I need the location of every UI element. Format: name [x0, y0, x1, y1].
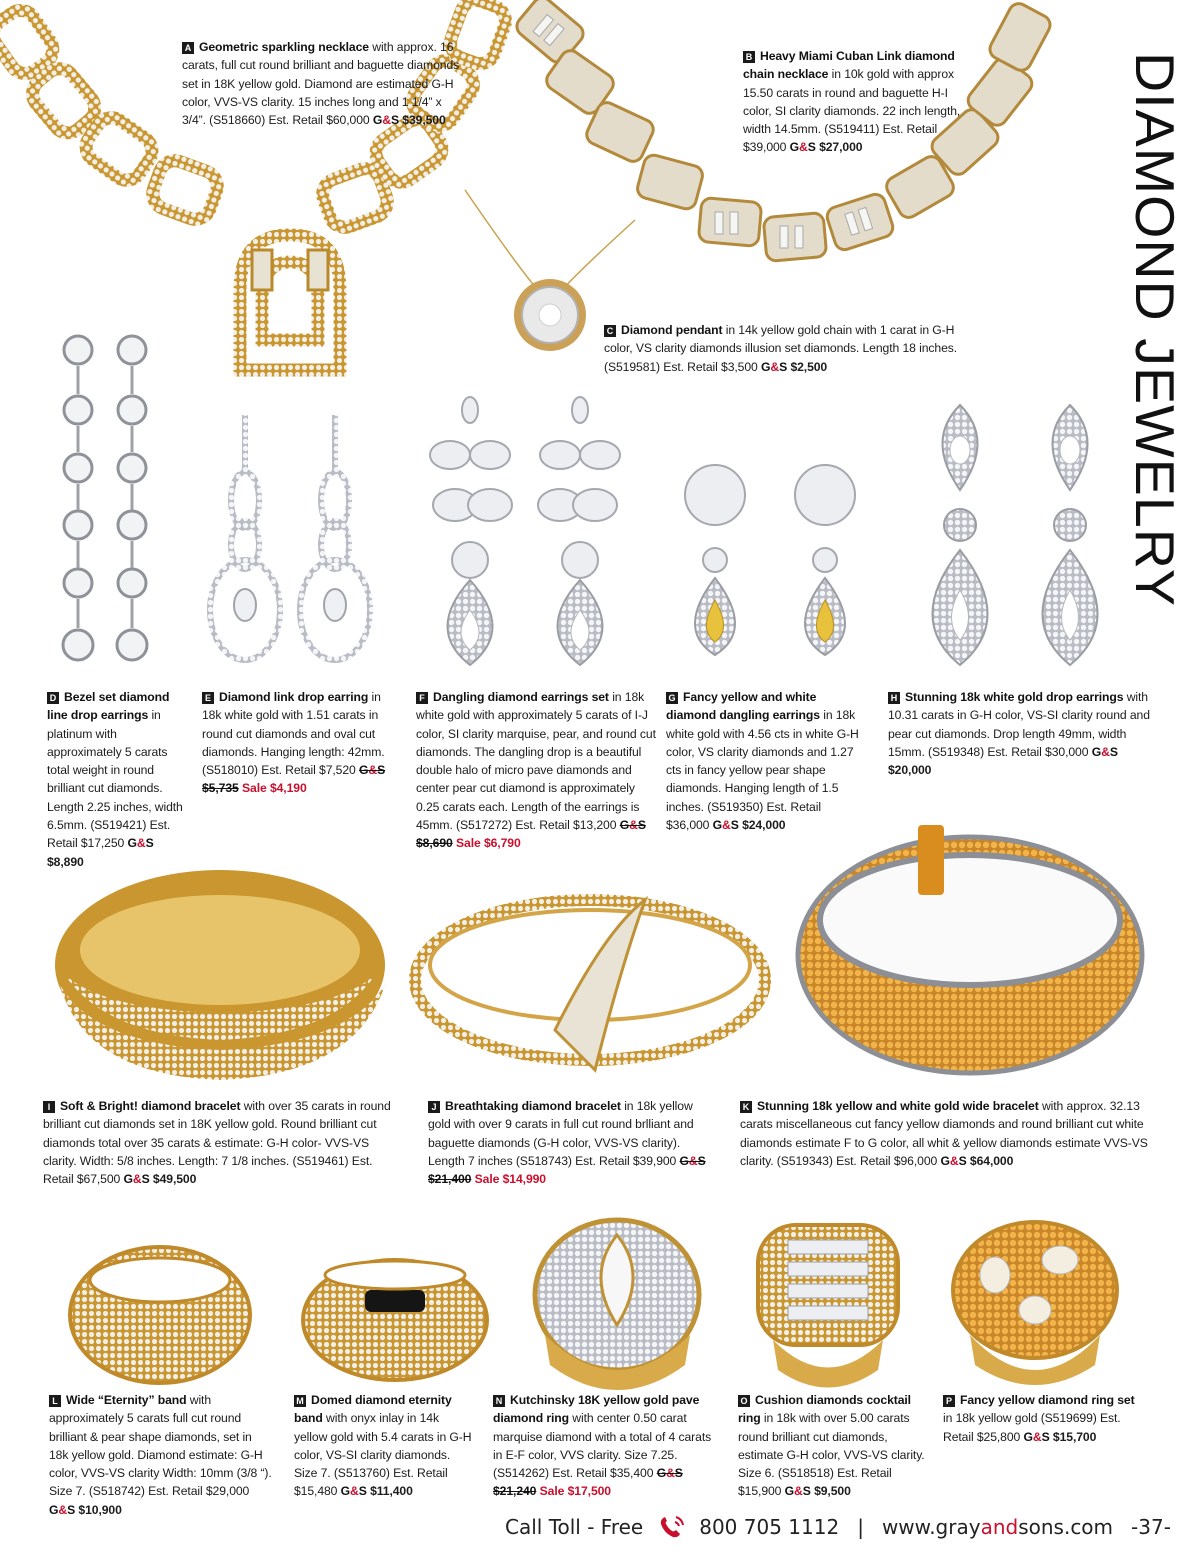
item-details: in 18k white gold with 1.51 carats in round cut diamonds and oval cut diamonds. Hanging length: 42mm. (S518010) Est. Retail $7,520: [202, 690, 385, 778]
item-details: in 18k yellow gold with over 9 carats in full cut round brlliant and baguette diamonds (G-H color, VVS-VS clarity). Length 7 inches (S518743) Est. Retail $39,900: [428, 1099, 694, 1168]
item-name: Fancy yellow and white diamond dangling earrings: [666, 690, 820, 723]
gs-price: $2,500: [790, 359, 828, 374]
item-n-description: [493, 1391, 723, 1501]
item-name: Stunning 18k white gold drop earrings: [905, 690, 1124, 704]
gs-price: $49,500: [152, 1172, 197, 1187]
item-letter-badge: D: [47, 692, 59, 704]
item-details: with center 0.50 carat marquise diamond with a total of 4 carats in E-F color, VVS clarity. Size 7.25. (S514262) Est. Retail $35,400: [493, 1411, 712, 1481]
item-name: Domed diamond eternity band: [294, 1393, 452, 1426]
item-l-description: [49, 1391, 274, 1519]
item-name: Geometric sparkling necklace: [199, 40, 369, 54]
gs-price: $27,000: [819, 140, 863, 155]
item-details: with over 35 carats in round brilliant cut diamonds set in 18K yellow gold. Round brilliant cut diamonds total over 35 carats & estimate: G-H color- VVS-VS clarity. Width: 5/8 inches. Length: 7 1/8 inches. (S519461) Est. Retail $67,500: [43, 1099, 391, 1187]
item-name: Cushion diamonds cocktail ring: [738, 1393, 911, 1426]
gs-logo: G&S: [784, 1484, 811, 1499]
item-details: in 14k yellow gold chain with 1 carat in G-H color, VS clarity diamonds illusion set diamonds. Length 18 inches. (S519581) Est. Retail $3,500: [604, 323, 958, 374]
item-c-description: [604, 321, 964, 376]
photo-bezel-drop-earrings: [50, 330, 170, 670]
sale-label: Sale: [539, 1484, 565, 1499]
item-details: with approx. 32.13 carats miscellaneous cut fancy yellow diamonds and round brilliant cut white diamonds estimate F to G color, all whit & yellow diamonds estimate VVS-VS clarity. (S519343) Est. Retail $96,000: [740, 1099, 1148, 1168]
item-o-description: [738, 1391, 928, 1501]
photo-fancy-yellow-ring: [945, 1215, 1125, 1395]
photo-link-drop-earrings: [200, 410, 380, 670]
gs-price: $8,890: [47, 854, 84, 869]
item-m-description: [294, 1391, 474, 1501]
item-details: in 18k with over 5.00 carats round brilliant cut diamonds, estimate G-H color, VVS-VS clarity. Size 6. (S518518) Est. Retail $15,900: [738, 1411, 925, 1499]
gs-logo: G&S $21,240: [493, 1466, 683, 1499]
item-letter-badge: I: [43, 1101, 55, 1113]
sale-price: $4,190: [269, 781, 307, 796]
item-i-description: [43, 1097, 398, 1188]
photo-breathtaking-bracelet: [405, 870, 775, 1085]
gs-logo: G&S $21,400: [428, 1153, 706, 1187]
item-a-description: [182, 38, 467, 129]
gs-logo: G&S: [123, 1172, 150, 1187]
item-letter-badge: N: [493, 1395, 505, 1407]
gs-logo: G&S: [1023, 1429, 1050, 1444]
item-name: Heavy Miami Cuban Link diamond chain necklace: [743, 49, 955, 82]
item-details: with approx. 16 carats, full cut round brilliant and baguette diamonds set in 18K yellow gold. Diamond are estimated G-H color, VVS-VS clarity. 15 inches long and 1 1/4” x 3/4”. (S518660) Est. Retail $60,000: [182, 40, 460, 128]
item-details: with onyx inlay in 14k yellow gold with 5.4 carats in G-H color, VS-SI clarity diamonds. Size 7. (S513760) Est. Retail $15,480: [294, 1411, 472, 1499]
item-letter-badge: J: [428, 1101, 440, 1113]
item-name: Dangling diamond earrings set: [433, 690, 609, 704]
item-k-description: [740, 1097, 1165, 1170]
photo-wide-yellow-white-bracelet: [790, 825, 1150, 1085]
item-g-description: [666, 688, 866, 834]
gs-logo: G&S $5,735: [202, 763, 386, 796]
item-letter-badge: H: [888, 692, 900, 704]
item-d-description: [47, 688, 187, 871]
item-name: Diamond link drop earring: [219, 690, 369, 704]
footer-separator: |: [857, 1515, 864, 1539]
item-b-description: [743, 47, 968, 157]
item-name: Stunning 18k yellow and white gold wide bracelet: [757, 1099, 1039, 1113]
old-price: $21,400: [428, 1172, 472, 1187]
svg-text:DIAMOND JEWELRY: DIAMOND JEWELRY: [1124, 52, 1186, 601]
gs-logo: G&S: [127, 836, 154, 851]
item-name: Wide “Eternity” band: [66, 1393, 187, 1407]
item-name: Soft & Bright! diamond bracelet: [60, 1099, 241, 1113]
item-letter-badge: K: [740, 1101, 752, 1113]
sale-label: Sale: [241, 781, 267, 796]
photo-domed-eternity-band: [295, 1250, 495, 1385]
item-letter-badge: A: [182, 42, 194, 54]
old-price: $21,240: [493, 1484, 537, 1499]
gs-price: $9,500: [814, 1484, 851, 1499]
footer: [505, 1512, 1171, 1542]
gs-price: $20,000: [888, 763, 932, 778]
gs-logo: G&S: [49, 1502, 76, 1517]
item-j-description: [428, 1097, 718, 1188]
photo-kutchinsky-ring: [525, 1215, 710, 1390]
item-details: in 18k white gold with 4.56 cts in white G-H color, VS clarity diamonds and 1.27 cts in fancy yellow pear shape diamonds. Hanging length of 1.5 inches. (S519350) Est. Retail $36,000: [666, 708, 859, 833]
gs-price: $10,900: [78, 1502, 122, 1517]
page-title: [1116, 52, 1188, 612]
old-price: $5,735: [202, 781, 239, 796]
item-letter-badge: F: [416, 692, 428, 704]
photo-cushion-cocktail-ring: [748, 1210, 908, 1395]
item-details: with approximately 5 carats full cut round brilliant & pear shape diamonds, set in 18k yellow gold. Diamond estimate: G-H color, VVS-VS clarity Width: 10mm (3/8 “). Size 7. (S518742) Est. Retail $29,000: [49, 1393, 272, 1499]
item-details: in 18k white gold with approximately 5 carats of I-J color, SI clarity marquise, pear, and round cut diamonds. The dangling drop is a beautiful double halo of micro pave diamonds and center pear cut diamond is approximately 0.25 carats each. Length of the earrings is 45mm. (S517272) Est. Retail $13,200: [416, 690, 656, 833]
item-name: Kutchinsky 18K yellow gold pave diamond ring: [493, 1393, 700, 1426]
call-label: Call Toll - Free: [505, 1515, 644, 1539]
gs-price: $64,000: [969, 1153, 1014, 1168]
item-letter-badge: E: [202, 692, 214, 704]
item-letter-badge: C: [604, 325, 616, 337]
gs-logo: G&S: [340, 1484, 367, 1499]
phone-number[interactable]: 800 705 1112: [699, 1515, 840, 1539]
gs-price: $24,000: [742, 818, 786, 833]
photo-eternity-band: [60, 1240, 260, 1390]
sale-price: $6,790: [483, 836, 521, 851]
sale-price: $17,500: [567, 1484, 611, 1499]
item-details: in 18k yellow gold (S519699) Est. Retail $25,800: [943, 1411, 1121, 1444]
photo-yellow-white-earrings: [665, 450, 875, 670]
item-p-description: [943, 1391, 1143, 1446]
gs-logo: G&S: [940, 1153, 967, 1168]
gs-logo: G&S: [1091, 744, 1118, 759]
gs-price: $11,400: [370, 1484, 413, 1499]
sale-label: Sale: [455, 836, 481, 851]
old-price: $8,690: [416, 836, 453, 851]
item-letter-badge: L: [49, 1395, 61, 1407]
item-h-description: [888, 688, 1153, 779]
photo-white-gold-drop-earrings: [905, 400, 1125, 670]
item-e-description: [202, 688, 402, 798]
gs-logo: G&S: [712, 818, 739, 833]
gs-logo: G&S $8,690: [416, 818, 646, 851]
phone-icon: [657, 1514, 687, 1540]
item-letter-badge: B: [743, 51, 755, 63]
gs-logo: G&S: [789, 140, 816, 155]
item-name: Diamond pendant: [621, 323, 723, 337]
item-letter-badge: O: [738, 1395, 750, 1407]
item-letter-badge: G: [666, 692, 678, 704]
item-f-description: [416, 688, 656, 853]
gs-price: $15,700: [1052, 1429, 1097, 1444]
item-name: Breathtaking diamond bracelet: [445, 1099, 621, 1113]
item-letter-badge: P: [943, 1395, 955, 1407]
item-name: Fancy yellow diamond ring set: [960, 1393, 1135, 1407]
photo-dangling-earrings: [420, 395, 630, 670]
item-details: in platinum with approximately 5 carats total weight in round brilliant cut diamonds. Length 2.25 inches, width 6.5mm. (S519421) Est. Retail $17,250: [47, 708, 183, 851]
photo-soft-bright-bracelet: [45, 845, 395, 1090]
page-number: -37-: [1131, 1515, 1171, 1539]
item-name: Bezel set diamond line drop earrings: [47, 690, 170, 723]
item-letter-badge: M: [294, 1395, 306, 1407]
gs-price: $39,500: [402, 113, 446, 128]
item-details: in 10k gold with approx 15.50 carats in round and baguette H-I color, SI clarity diamonds. 22 inch length, width 14.5mm. (S519411) Est. Retail $39,000: [743, 67, 961, 155]
gs-logo: G&S: [372, 113, 399, 128]
gs-logo: G&S: [761, 359, 788, 374]
item-details: with 10.31 carats in G-H color, VS-SI clarity round and pear cut diamonds. Drop length 49mm, width 15mm. (S519348) Est. Retail $30,000: [888, 690, 1150, 759]
sale-price: $14,990: [502, 1172, 546, 1187]
website-link[interactable]: www.grayandsons.com: [881, 1515, 1114, 1539]
sale-label: Sale: [474, 1172, 500, 1187]
